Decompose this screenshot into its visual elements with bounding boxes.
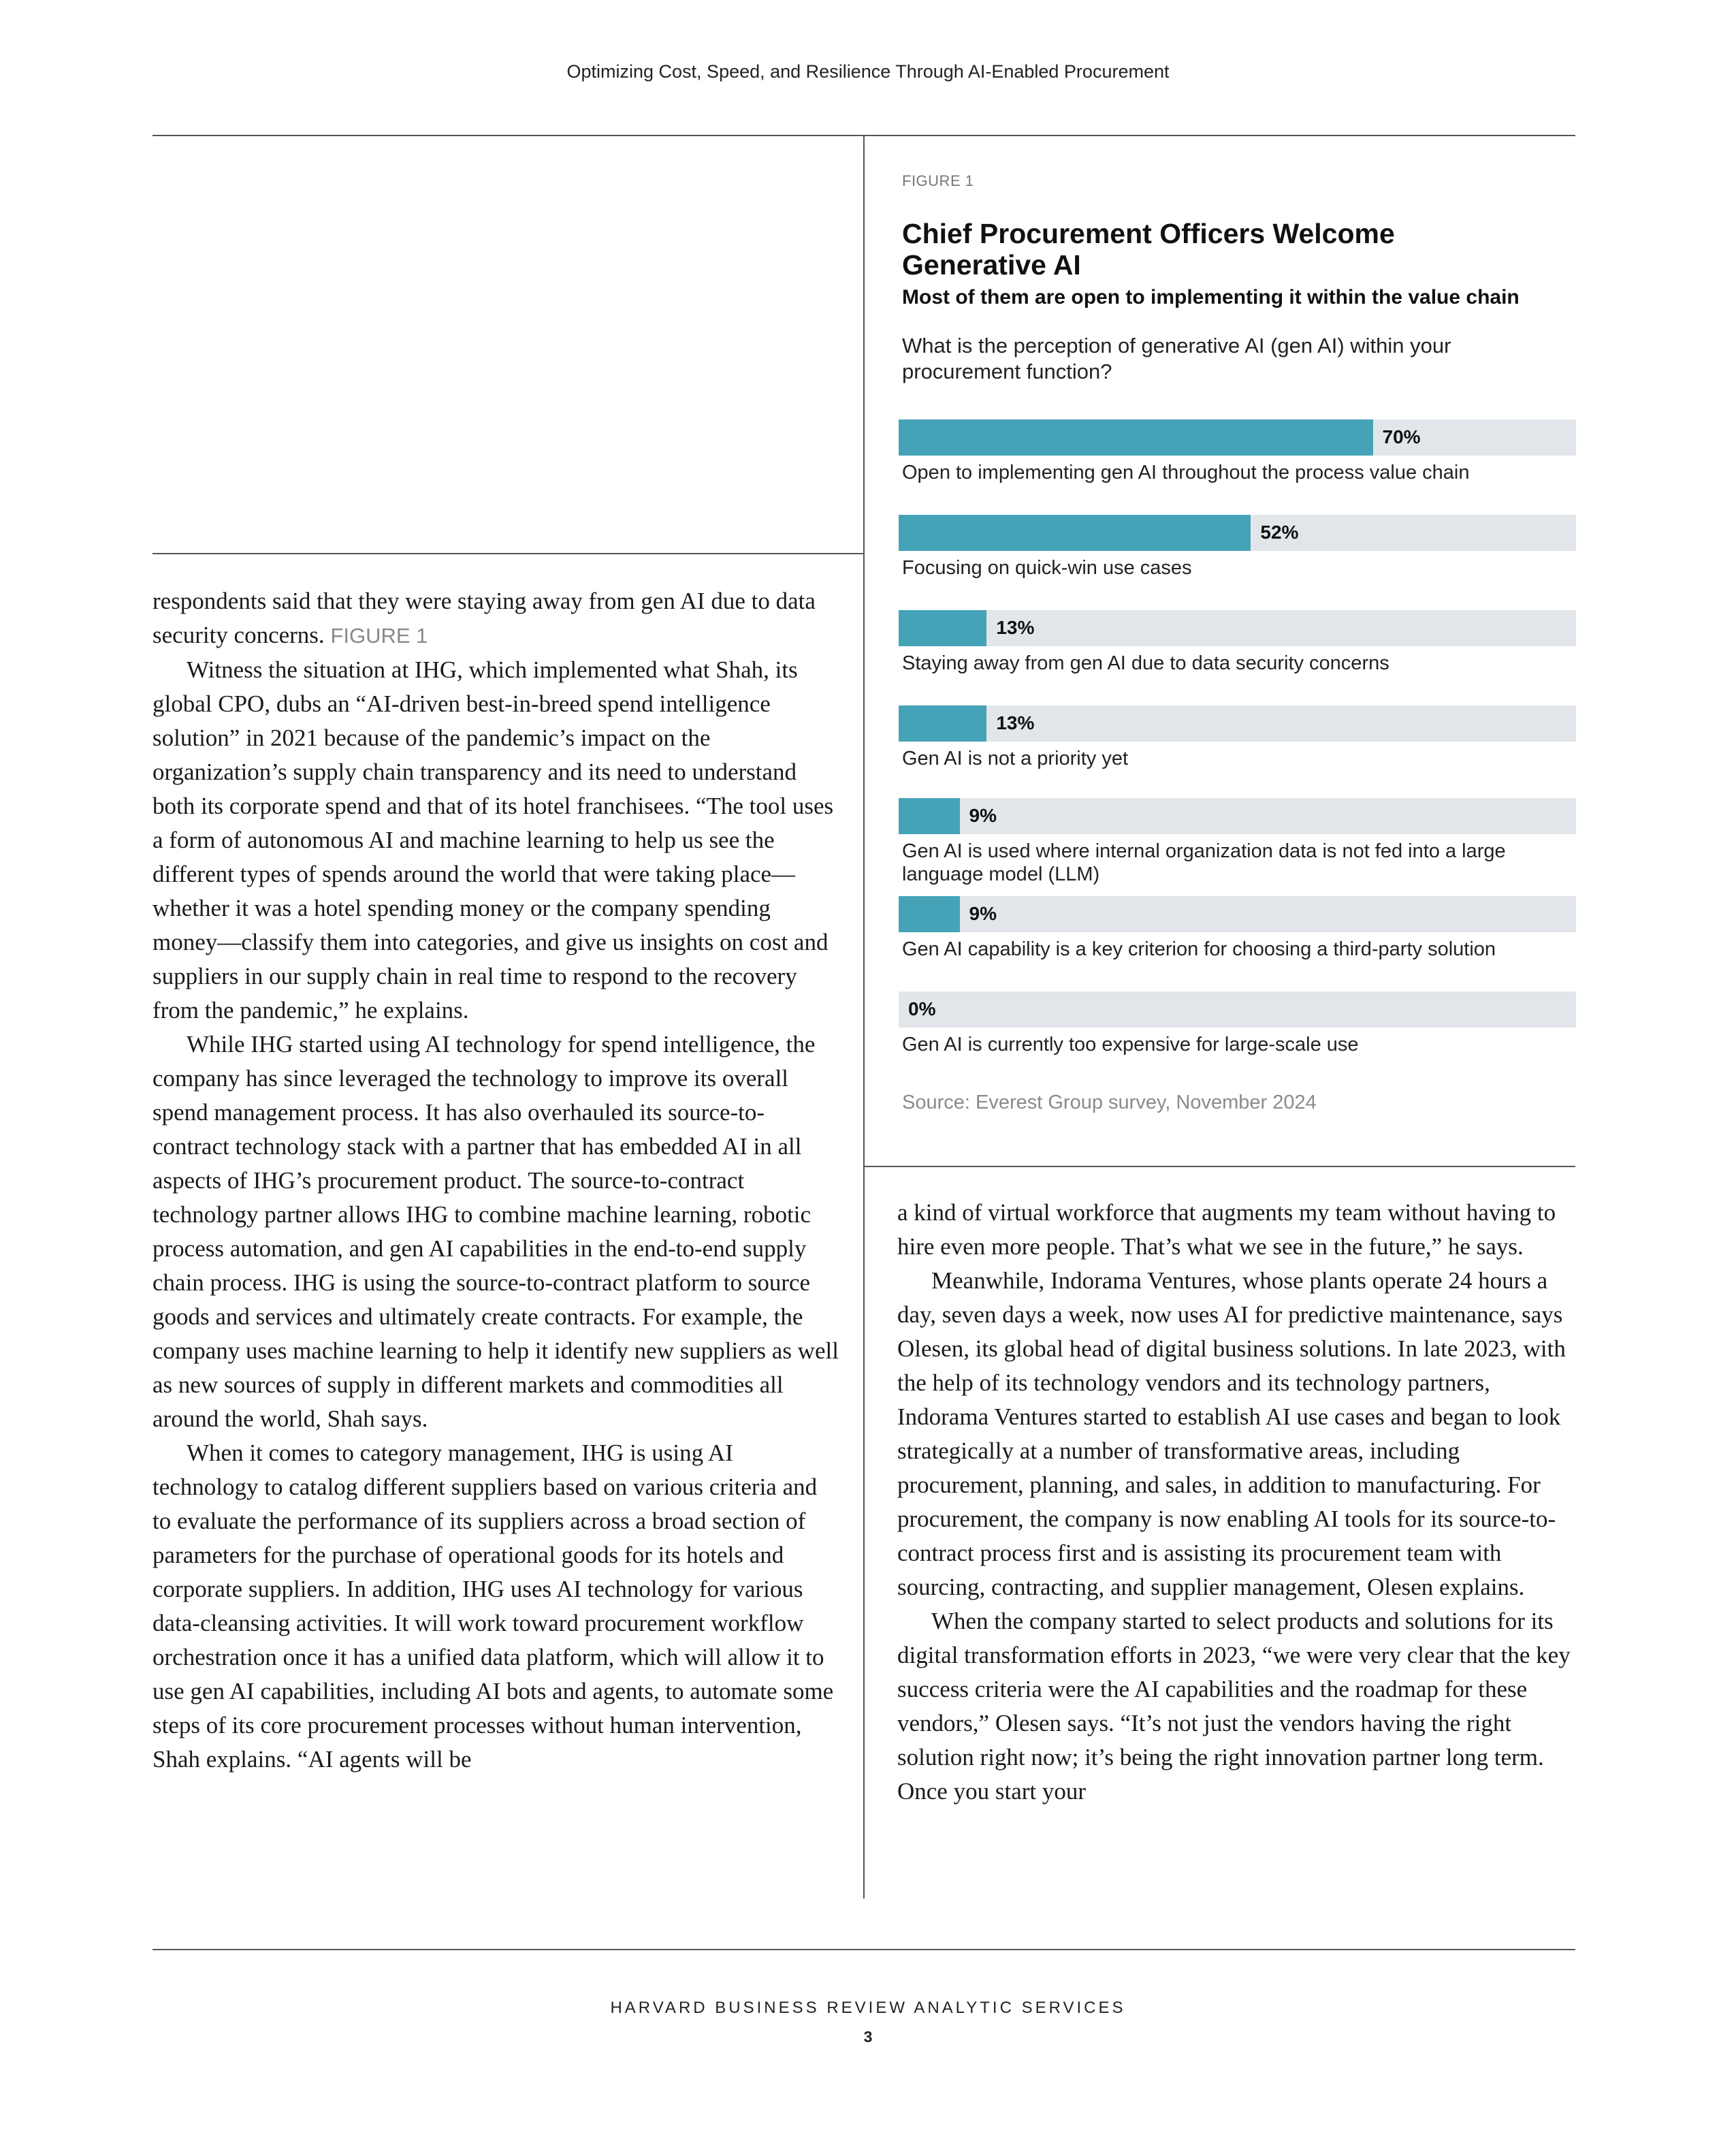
bar-row — [899, 991, 1576, 1056]
bar-row — [899, 419, 1576, 484]
bar-value-label: 52% — [1260, 522, 1299, 543]
bar-value-label: 9% — [969, 903, 997, 924]
paragraph: Meanwhile, Indorama Ventures, whose plants operate 24 hours a day, seven days a week, now uses AI for predictive maintenance, says Olesen, its global head of digital business solutions. In late 2023, with the help of its technology vendors and its technology partners, Indorama Ventures started to establish AI use cases and began to look strategically at a number of transformative areas, including procurement, planning, and sales, in addition to manufacturing. For procurement, the company is now enabling AI tools for its source-to-contract process first and is assisting its procurement team with sourcing, contracting, and supplier management, Olesen explains. — [897, 1267, 1566, 1600]
bar-value-label: 0% — [908, 998, 936, 1019]
right-figure-bottom-rule — [864, 1166, 1575, 1167]
paragraph: a kind of virtual workforce that augments my team without having to hire even more people. That’s what we see in the future,” he says. — [897, 1199, 1556, 1260]
bar-track — [899, 991, 1576, 1028]
bar-value-label: 13% — [996, 712, 1035, 733]
bar-category-label: Gen AI is used where internal organization data is not fed into a large language model (LLM) — [902, 840, 1506, 885]
bar-track — [899, 419, 1576, 456]
bar-category-label: Gen AI is currently too expensive for large-scale use — [902, 1034, 1359, 1055]
bar-category-label: Staying away from gen AI due to data security concerns — [902, 652, 1389, 674]
bottom-rule — [152, 1949, 1575, 1950]
bar-track — [899, 610, 1576, 646]
paragraph: When the company started to select products and solutions for its digital transformation efforts in 2023, “we were very clear that the key success criteria were the AI capabilities and the roadmap for these vendors,” Olesen says. “It’s not just the vendors having the right solution right now; it’s being the right innovation partner long term. Once you start your — [897, 1608, 1571, 1805]
bar-category-label: Open to implementing gen AI throughout the process value chain — [902, 462, 1470, 483]
bar-category-label: Gen AI capability is a key criterion for choosing a third-party solution — [902, 938, 1496, 960]
paragraph: Witness the situation at IHG, which implemented what Shah, its global CPO, dubs an “AI-driven best-in-breed spend intelligence solution” in 2021 because of the pandemic’s impact on the organization’s supply chain transparency and its need to understand both its corporate spend and that of its hotel franchisees. “The tool uses a form of autonomous AI and machine learning to help us see the different types of spends around the world that were taking place—whether it was a hotel spending money or the company spending money—classify them into categories, and give us insights on cost and suppliers in our supply chain in real time to respond to the recovery from the pandemic,” he explains. — [152, 656, 834, 1023]
bar-track — [899, 705, 1576, 742]
figure-title: Chief Procurement Officers Welcome Generative AI — [902, 218, 1395, 281]
bar-value-label: 9% — [969, 805, 997, 826]
figure-subtitle: Most of them are open to implementing it within the value chain — [902, 286, 1520, 308]
bar-track — [899, 515, 1576, 551]
left-figure-bottom-rule — [152, 553, 864, 554]
paragraph — [152, 584, 840, 653]
bar-value-label: 70% — [1382, 426, 1421, 447]
bar-fill — [899, 798, 960, 834]
bar-track — [899, 896, 1576, 932]
paragraph: While IHG started using AI technology for spend intelligence, the company has since leveraged the technology to improve its overall spend management process. It has also overhauled its source-to-contract technology stack with a partner that has embedded AI in all aspects of IHG’s procurement product. The source-to-contract technology partner allows IHG to combine machine learning, robotic process automation, and gen AI capabilities in the end-to-end supply chain process. IHG is using the source-to-contract platform to source goods and services and ultimately create contracts. For example, the company uses machine learning to help it identify new suppliers as well as new sources of supply in different markets and commodities all around the world, Shah says. — [152, 1031, 839, 1432]
bar-fill — [899, 419, 1373, 456]
paragraph: When it comes to category management, IHG is using AI technology to catalog different suppliers based on various criteria and to evaluate the performance of its suppliers across a broad section of parameters for the purchase of operational goods for its hotels and corporate suppliers. In addition, IHG uses AI technology for various data-cleansing activities. It will work toward procurement workflow orchestration once it has a unified data platform, which will allow it to use gen AI capabilities, including AI bots and agents, to automate some steps of its core procurement processes without human intervention, Shah explains. “AI agents will be — [152, 1440, 834, 1773]
bar-fill — [899, 515, 1251, 551]
figure-label: FIGURE 1 — [902, 172, 974, 189]
bar-row — [899, 896, 1576, 961]
bar-fill — [899, 705, 986, 742]
running-header: Optimizing Cost, Speed, and Resilience Through AI-Enabled Procurement — [566, 61, 1170, 82]
publisher-footer: HARVARD BUSINESS REVIEW ANALYTIC SERVICES — [610, 1999, 1126, 2017]
figure-source: Source: Everest Group survey, November 2024 — [902, 1092, 1317, 1113]
bar-row — [899, 610, 1576, 675]
bar-track — [899, 798, 1576, 834]
figure-question: What is the perception of generative AI (gen AI) within your procurement function? — [902, 334, 1451, 383]
bar-value-label: 13% — [996, 617, 1035, 638]
bar-category-label: Focusing on quick-win use cases — [902, 557, 1192, 579]
figure-reference: FIGURE 1 — [330, 624, 428, 648]
right-column-text — [897, 1196, 1575, 1809]
bar-category-label: Gen AI is not a priority yet — [902, 748, 1129, 769]
bar-row — [899, 798, 1576, 886]
page-number: 3 — [863, 2028, 873, 2046]
bar-row — [899, 705, 1576, 770]
left-column-text — [152, 584, 840, 1777]
bar-fill — [899, 610, 986, 646]
bar-row — [899, 515, 1576, 579]
column-divider — [863, 135, 865, 1898]
paragraph-text: respondents said that they were staying away from gen AI due to data security concerns. — [152, 588, 816, 648]
bar-fill — [899, 896, 960, 932]
